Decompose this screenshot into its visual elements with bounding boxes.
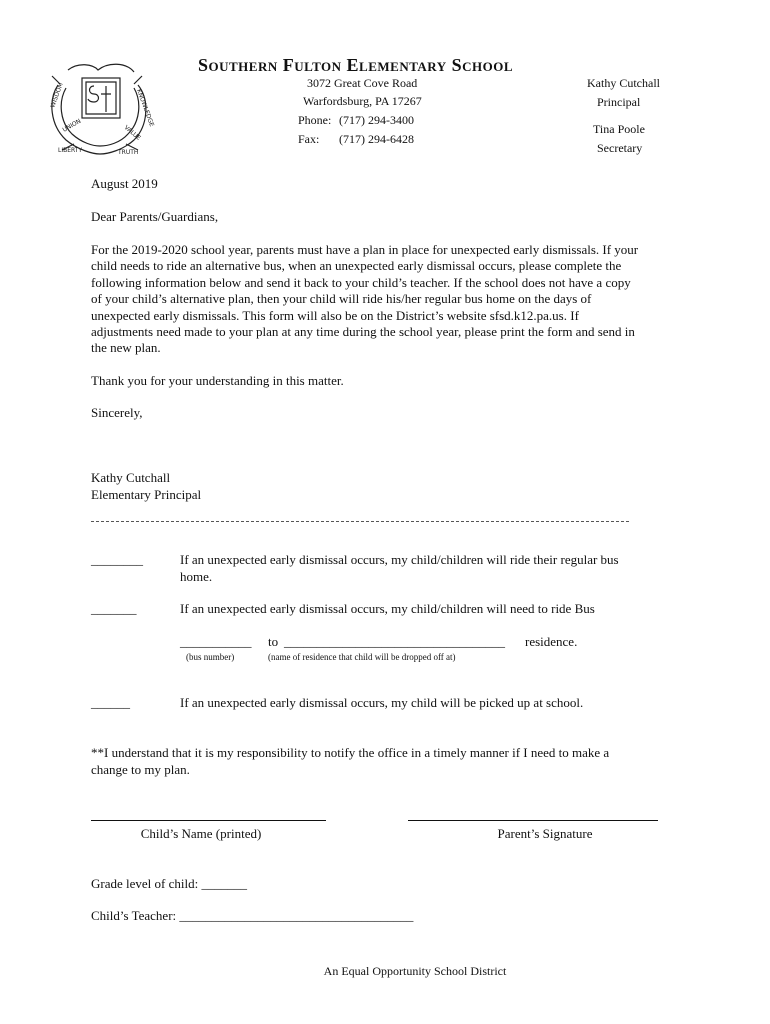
option2-text: If an unexpected early dismissal occurs, my child/children will need to ride Bus — [180, 601, 595, 616]
svg-text:VALUE: VALUE — [122, 124, 142, 142]
svg-text:KNOWLEDGE: KNOWLEDGE — [135, 88, 156, 128]
body-line: the new plan. — [91, 340, 161, 356]
phone-number: (717) 294-3400 — [339, 113, 414, 127]
option1-text-line1: If an unexpected early dismissal occurs, my child/children will ride their regular bus — [180, 552, 619, 567]
teacher-field[interactable]: ____________________________________ — [179, 908, 414, 923]
option1-checkbox-blank[interactable]: ________ — [91, 552, 143, 567]
signer-name: Kathy Cutchall — [91, 470, 171, 485]
address-line-1: 3072 Great Cove Road — [307, 76, 418, 90]
fax-label: Fax: — [298, 132, 320, 146]
phone-label: Phone: — [298, 113, 332, 127]
to-word: to — [268, 634, 279, 649]
body-line: child needs to ride an alternative bus, when an unexpected early dismissal occurs, please complete the — [91, 258, 622, 274]
letter-date: August 2019 — [91, 176, 158, 191]
child-name-label: Child’s Name (printed) — [140, 826, 262, 841]
principal-name: Kathy Cutchall — [587, 76, 660, 90]
svg-text:LIBERTY: LIBERTY — [58, 147, 83, 154]
option1-text-line2: home. — [180, 569, 213, 584]
school-name: Southern Fulton Elementary School — [198, 55, 514, 75]
body-line: following information below and send it back to your child’s teacher. If the school does not have a copy — [91, 274, 631, 290]
svg-text:UNION: UNION — [61, 117, 83, 134]
svg-text:TRUTH: TRUTH — [118, 149, 139, 156]
note-line-1: **I understand that it is my responsibility to notify the office in a timely manner if I need to make a — [91, 745, 610, 760]
address-line-2: Warfordsburg, PA 17267 — [303, 94, 422, 108]
letter-body — [91, 242, 673, 357]
footer-text: An Equal Opportunity School District — [323, 964, 507, 978]
parent-signature-line[interactable] — [408, 820, 658, 821]
residence-field[interactable]: __________________________________ — [284, 634, 505, 649]
svg-text:WISDOM: WISDOM — [49, 81, 65, 109]
school-seal-logo — [38, 50, 158, 160]
body-line: For the 2019-2020 school year, parents must have a plan in place for unexpected early dismissals. If your — [91, 242, 639, 257]
residence-word: residence. — [525, 634, 578, 649]
principal-title: Principal — [597, 95, 641, 109]
body-line: unexpected early dismissals. This form will also be on the District’s website sfsd.k12.pa.us. If — [91, 307, 579, 323]
bus-number-caption: (bus number) — [186, 652, 235, 662]
letter-salutation: Dear Parents/Guardians, — [91, 209, 219, 224]
teacher-label-text: Child’s Teacher: — [91, 908, 177, 923]
secretary-name: Tina Poole — [593, 122, 645, 136]
residence-caption: (name of residence that child will be dropped off at) — [268, 652, 456, 662]
option3-text: If an unexpected early dismissal occurs, my child will be picked up at school. — [180, 695, 584, 710]
grade-label — [91, 876, 247, 892]
secretary-title: Secretary — [597, 141, 643, 155]
option2-checkbox-blank[interactable]: _______ — [91, 601, 137, 616]
bus-number-field[interactable]: ___________ — [180, 634, 252, 649]
letter-closing: Sincerely, — [91, 405, 143, 420]
body-line: adjustments need made to your plan at any time during the school year, please print the form and send in — [91, 324, 635, 340]
letter-thanks: Thank you for your understanding in this matter. — [91, 373, 344, 388]
option3-checkbox-blank[interactable]: ______ — [91, 695, 130, 710]
grade-field[interactable]: _______ — [201, 876, 247, 891]
teacher-label — [91, 908, 413, 924]
grade-label-text: Grade level of child: — [91, 876, 199, 891]
tear-off-divider — [91, 521, 629, 522]
signer-title: Elementary Principal — [91, 487, 202, 502]
fax-number: (717) 294-6428 — [339, 132, 414, 146]
parent-signature-label: Parent’s Signature — [497, 826, 593, 841]
child-name-line[interactable] — [91, 820, 326, 821]
note-line-2: change to my plan. — [91, 762, 190, 777]
body-line: of your child’s alternative plan, then your child will ride his/her regular bus home on the days of — [91, 291, 592, 307]
